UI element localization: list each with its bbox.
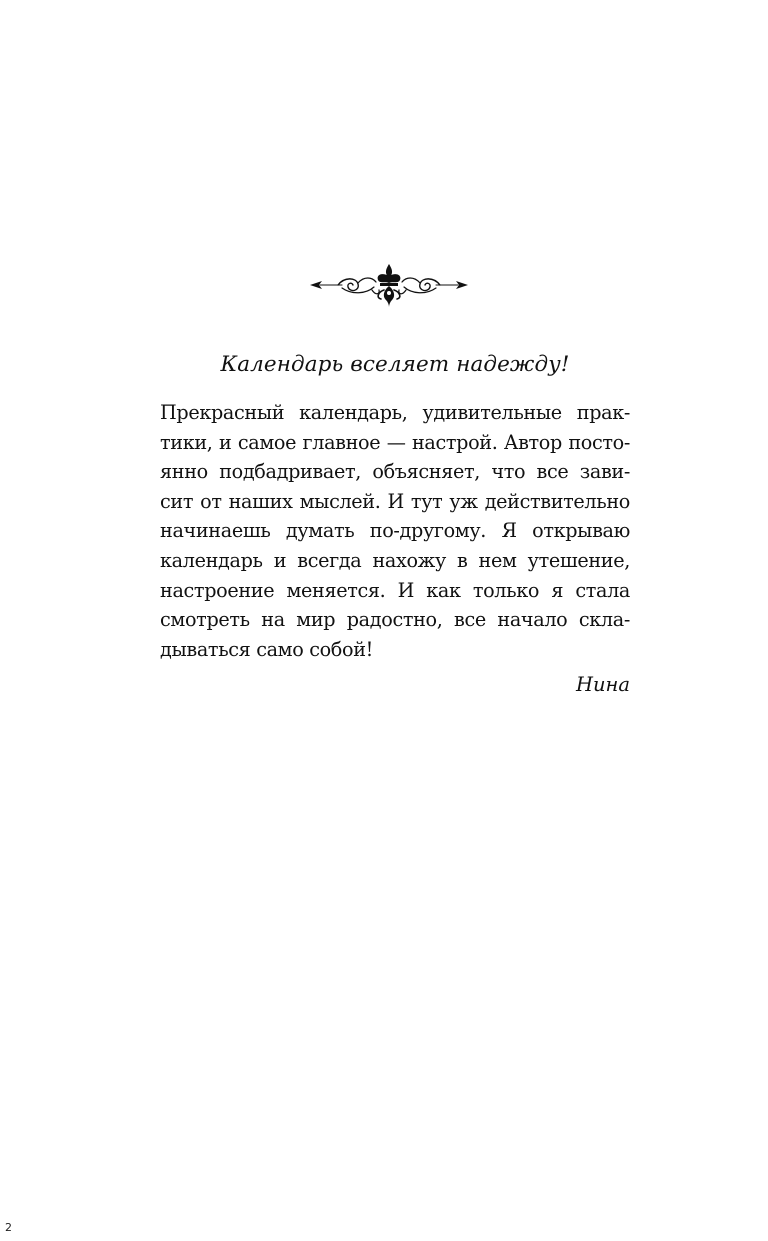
review-signature: Нина (575, 673, 630, 696)
review-paragraph (160, 398, 630, 664)
paragraph-line: тики, и самое главное — настрой. Автор посто- (160, 430, 630, 454)
paragraph-line: календарь и всегда нахожу в нем утешение, (160, 548, 630, 572)
paragraph-line: настроение меняется. И как только я стала (160, 578, 630, 602)
paragraph-line: дываться само собой! (160, 637, 374, 661)
paragraph-line: начинаешь думать по-другому. Я открываю (160, 519, 630, 543)
paragraph-line: янно подбадривает, объясняет, что все зави- (160, 460, 630, 484)
page-number: 2 (5, 1221, 12, 1234)
paragraph-line: смотреть на мир радостно, все начало скла- (160, 608, 630, 632)
fleur-de-lis-ornament-icon (308, 262, 470, 308)
paragraph-line: Прекрасный календарь, удивительные прак- (160, 401, 630, 424)
review-heading: Календарь вселяет надежду! (220, 352, 570, 377)
paragraph-line: сит от наших мыслей. И тут уж действительно (160, 489, 630, 513)
